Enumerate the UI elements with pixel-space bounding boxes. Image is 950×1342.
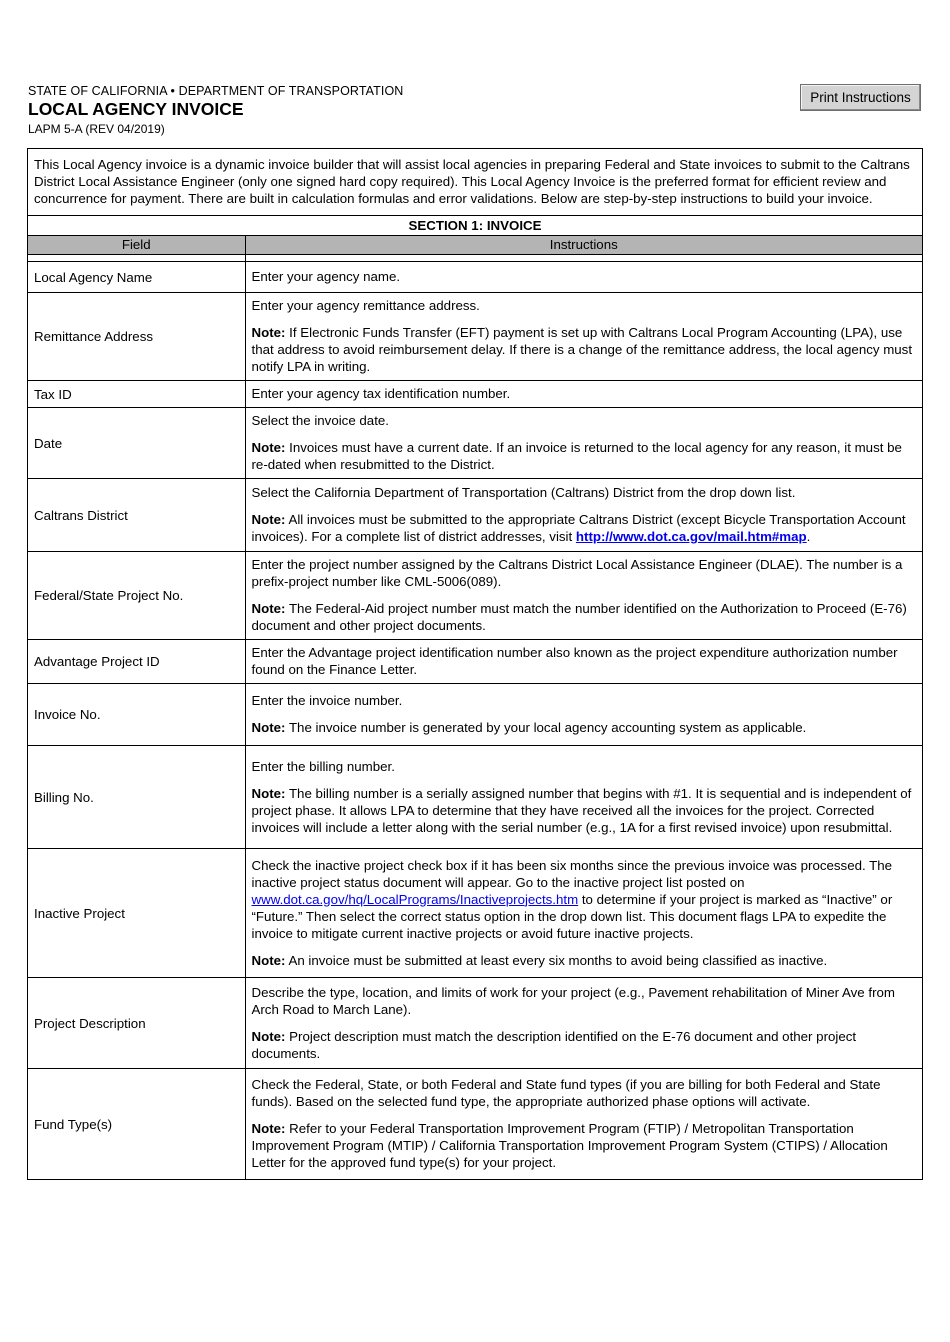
- inactive-projects-link[interactable]: www.dot.ca.gov/hq/LocalPrograms/Inactiveprojects.htm: [251, 891, 579, 907]
- field-instructions: [245, 746, 922, 849]
- table-row: [28, 1069, 922, 1180]
- instruction-text: Enter your agency name.: [251, 269, 401, 284]
- note-label: Note:: [251, 785, 286, 801]
- instruction-text: Enter the invoice number.: [251, 693, 403, 708]
- field-label: Tax ID: [28, 381, 245, 408]
- field-label: Local Agency Name: [28, 262, 245, 293]
- table-row: [28, 640, 922, 684]
- table-row: [28, 293, 922, 381]
- field-label: Fund Type(s): [28, 1069, 245, 1180]
- table-row: [28, 978, 922, 1069]
- note-text: If Electronic Funds Transfer (EFT) payment is set up with Caltrans Local Program Accounting (LPA), use that address to avoid reimbursement delay. If there is a change of the remittance address, the local agency must notify LPA in writing.: [251, 325, 913, 374]
- field-label: Caltrans District: [28, 479, 245, 552]
- column-header-instructions: Instructions: [245, 236, 922, 255]
- instruction-text: Check the inactive project check box if it has been six months since the previous invoice was processed. The inactive project status document will appear. Go to the inactive project list posted on: [251, 857, 893, 890]
- note-text: The Federal-Aid project number must match the number identified on the Authorization to Proceed (E-76) document and other project documents.: [251, 601, 907, 633]
- note-text: Refer to your Federal Transportation Improvement Program (FTIP) / Metropolitan Transportation Improvement Program (MTIP) / California Transportation Improvement Program System (CTIPS) / Allocation Letter for the approved fund type(s) for your project.: [251, 1121, 888, 1170]
- table-row: [28, 849, 922, 978]
- instruction-text: Enter the billing number.: [251, 758, 395, 774]
- field-label: Date: [28, 408, 245, 479]
- section-title: SECTION 1: INVOICE: [28, 216, 922, 236]
- field-label: Invoice No.: [28, 684, 245, 746]
- instructions-frame: [27, 148, 923, 1180]
- instruction-text-continued: to determine if your project is marked as “Inactive” or “Future.” Then select the correct status option in the drop down list. This document flags LPA to expedite the invoice to mitigate current inactive projects or avoid future inactive projects.: [251, 891, 893, 941]
- note-label: Note:: [251, 440, 286, 455]
- field-label: Inactive Project: [28, 849, 245, 978]
- note-label: Note:: [251, 720, 286, 735]
- note-label: Note:: [251, 1028, 286, 1044]
- note-label: Note:: [251, 601, 286, 616]
- instruction-text: Describe the type, location, and limits of work for your project (e.g., Pavement rehabilitation of Miner Ave from Arch Road to March Lane).: [251, 984, 895, 1017]
- field-instructions: [245, 262, 922, 293]
- field-label: Advantage Project ID: [28, 640, 245, 684]
- instruction-text: Select the invoice date.: [251, 413, 389, 428]
- column-header-field: Field: [28, 236, 245, 255]
- field-instructions: [245, 408, 922, 479]
- instruction-text: Enter your agency tax identification number.: [251, 386, 511, 401]
- table-row: [28, 552, 922, 640]
- field-instructions: [245, 978, 922, 1069]
- instruction-text: Check the Federal, State, or both Federal and State fund types (if you are billing for both Federal and State funds). Based on the selected fund type, the appropriate authorized phase options will activate.: [251, 1077, 881, 1109]
- form-header: [28, 84, 922, 136]
- field-instructions: [245, 552, 922, 640]
- instruction-text: Select the California Department of Transportation (Caltrans) District from the drop down list.: [251, 485, 796, 500]
- print-instructions-button[interactable]: Print Instructions: [800, 84, 921, 111]
- note-text: Invoices must have a current date. If an invoice is returned to the local agency for any reason, it must be re-dated when resubmitted to the District.: [251, 440, 902, 472]
- form-title: LOCAL AGENCY INVOICE: [28, 99, 244, 119]
- field-instructions: [245, 381, 922, 408]
- header-spacer: [28, 255, 922, 262]
- note-label: Note:: [251, 952, 286, 968]
- field-label: Project Description: [28, 978, 245, 1069]
- note-label: Note:: [251, 1121, 286, 1136]
- instruction-text: Enter your agency remittance address.: [251, 298, 480, 313]
- field-label: Billing No.: [28, 746, 245, 849]
- form-id: LAPM 5-A (REV 04/2019): [28, 122, 165, 136]
- field-instructions: [245, 479, 922, 552]
- field-instructions: [245, 684, 922, 746]
- note-text: The invoice number is generated by your local agency accounting system as applicable.: [285, 720, 807, 735]
- table-row: [28, 684, 922, 746]
- note-label: Note:: [251, 325, 286, 340]
- note-text: Project description must match the description identified on the E-76 document and other project documents.: [251, 1028, 857, 1061]
- field-instructions: [245, 1069, 922, 1180]
- field-instructions: [245, 293, 922, 381]
- column-header-row: [28, 236, 922, 255]
- instruction-text: Enter the project number assigned by the Caltrans District Local Assistance Engineer (DLAE). The number is a prefix-project number like CML-5006(089).: [251, 557, 903, 589]
- field-label: Federal/State Project No.: [28, 552, 245, 640]
- intro-paragraph: This Local Agency invoice is a dynamic invoice builder that will assist local agencies in preparing Federal and State invoices to submit to the Caltrans District Local Assistance Engineer (only one signed hard copy required). This Local Agency Invoice is the preferred format for efficient review and concurrence for payment. There are built in calculation formulas and error validations. Below are step-by-step instructions to build your invoice.: [28, 149, 922, 216]
- field-label: Remittance Address: [28, 293, 245, 381]
- note-text: An invoice must be submitted at least every six months to avoid being classified as inactive.: [285, 952, 828, 968]
- table-row: [28, 746, 922, 849]
- table-row: [28, 262, 922, 293]
- table-row: [28, 381, 922, 408]
- instruction-text: Enter the Advantage project identification number also known as the project expenditure authorization number found on the Finance Letter.: [251, 645, 898, 677]
- note-text: All invoices must be submitted to the appropriate Caltrans District (except Bicycle Transportation Account invoices). For a complete list of district addresses, visit: [251, 512, 906, 544]
- table-row: [28, 408, 922, 479]
- instructions-table: [28, 216, 922, 1180]
- table-row: [28, 479, 922, 552]
- note-text: The billing number is a serially assigned number that begins with #1. It is sequential and is independent of project phase. It allows LPA to determine that they have received all the invoices for the project. Corrected invoices will include a letter along with the serial number (e.g., 1A for a first revised invoice) upon resubmittal.: [251, 785, 912, 835]
- field-instructions: [245, 640, 922, 684]
- note-end: .: [806, 529, 811, 544]
- agency-name: STATE OF CALIFORNIA • DEPARTMENT OF TRANSPORTATION: [28, 84, 404, 98]
- district-addresses-link[interactable]: http://www.dot.ca.gov/mail.htm#map: [575, 529, 807, 544]
- field-instructions: [245, 849, 922, 978]
- note-label: Note:: [251, 512, 286, 527]
